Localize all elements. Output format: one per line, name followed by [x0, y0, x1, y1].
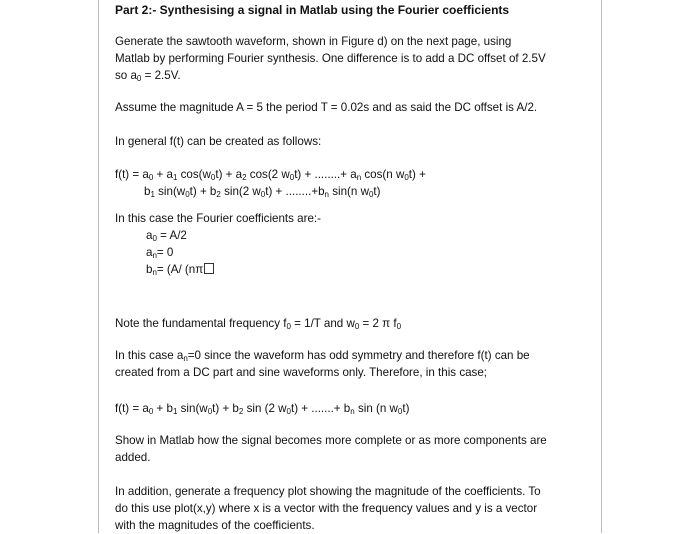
eq1-sub: 0 [148, 173, 154, 182]
frequency-plot-paragraph [115, 483, 593, 534]
coef-sub: 0 [152, 234, 157, 243]
coef-sub: n [152, 251, 157, 260]
eq2-part: t) + b [189, 185, 217, 198]
fund-part: = 2 π f [359, 317, 397, 330]
eq1-sub: 0 [210, 173, 216, 182]
freq-line-2: do this use plot(x,y) where x is a vector with the frequency values and y is a vector [115, 502, 538, 515]
eq3-sub: n [350, 407, 355, 416]
eq1-part: t) + ........+ a [294, 168, 357, 181]
odd-line-1 [115, 347, 593, 364]
eq2-sub: 0 [260, 190, 266, 199]
intro-line-3-sub: 0 [136, 74, 142, 83]
coef-sub: n [152, 268, 157, 277]
coef-part: = A/2 [156, 229, 187, 242]
eq3-sub: 1 [172, 407, 178, 416]
eq2-sub: 0 [368, 190, 374, 199]
eq3-sub: 0 [207, 407, 213, 416]
intro-line-2: Matlab by performing Fourier synthesis. One difference is to add a DC offset of 2.5V [115, 52, 546, 65]
equation-cos-line [115, 166, 593, 183]
intro-line-1: Generate the sawtooth waveform, shown in Figure d) on the next page, using [115, 35, 512, 48]
eq3-part: sin(w [177, 402, 208, 415]
eq1-sub: 0 [404, 173, 409, 182]
eq1-sub: 2 [242, 173, 247, 182]
coef-part: a [146, 246, 153, 259]
coef-part: = (A/ (nπ [156, 263, 204, 276]
intro-line-3-text-end: = 2.5V. [141, 69, 181, 82]
coef-part: a [146, 229, 153, 242]
eq3-part: t) [402, 402, 410, 415]
show-line-1: Show in Matlab how the signal becomes more complete or as more components are [115, 434, 547, 447]
coef-part: = 0 [156, 246, 174, 259]
eq3-sub: 0 [286, 407, 291, 416]
left-page-border [98, 0, 99, 533]
eq2-sub: 0 [185, 190, 190, 199]
intro-line-3 [115, 67, 593, 84]
eq2-sub: n [324, 190, 329, 199]
eq2-part: sin(2 w [220, 185, 261, 198]
eq1-sub: n [356, 173, 362, 182]
equation-sine-only [115, 400, 593, 417]
eq1-part: cos(w [177, 168, 211, 181]
eq3-part: t) + b [212, 402, 239, 415]
eq2-sub: 2 [216, 190, 221, 199]
eq2-part: sin(w [154, 185, 186, 198]
eq1-part: + a [153, 168, 173, 181]
intro-paragraph [115, 33, 593, 84]
eq3-part: + b [153, 402, 173, 415]
eq1-sub: 1 [172, 173, 178, 182]
coefficient-bn [146, 261, 214, 278]
coefficient-a0 [146, 227, 187, 244]
general-paragraph: In general f(t) can be created as follows: [115, 135, 322, 148]
fundamental-frequency-note [115, 315, 593, 332]
odd-symmetry-paragraph [115, 347, 593, 381]
missing-glyph-box-icon [204, 263, 214, 274]
eq2-part: sin(n w [329, 185, 369, 198]
eq1-part: cos(n w [361, 168, 405, 181]
equation-sin-line [144, 183, 381, 200]
odd-line-2: created from a DC part and sine waveforms only. Therefore, in this case; [115, 366, 488, 379]
show-matlab-paragraph [115, 432, 593, 466]
eq3-part: f(t) = a [115, 402, 149, 415]
eq3-sub: 2 [238, 407, 244, 416]
eq2-part: t) + ........+b [265, 185, 325, 198]
intro-line-3-text: so a [115, 69, 137, 82]
freq-line-1: In addition, generate a frequency plot showing the magnitude of the coefficients. To [115, 485, 541, 498]
eq1-part: f(t) = a [115, 168, 149, 181]
fund-part: Note the fundamental frequency f [115, 317, 287, 330]
eq3-part: t) + .......+ b [290, 402, 351, 415]
fund-part: = 1/T and w [290, 317, 355, 330]
fund-sub: 0 [396, 322, 402, 331]
assume-paragraph: Assume the magnitude A = 5 the period T = 0.02s and as said the DC offset is A/2. [115, 101, 538, 114]
show-line-2: added. [115, 451, 151, 464]
odd-part: =0 since the waveform has odd symmetry and therefore f(t) can be [187, 349, 530, 362]
eq3-part: sin (n w [354, 402, 398, 415]
coef-part: b [146, 263, 153, 276]
fund-sub: 0 [286, 322, 291, 331]
eq2-sub: 1 [150, 190, 155, 199]
eq2-part: b [144, 185, 151, 198]
odd-sub: n [183, 354, 188, 363]
eq3-sub: 0 [397, 407, 403, 416]
eq3-sub: 0 [148, 407, 154, 416]
coefficients-intro: In this case the Fourier coefficients are:- [115, 212, 321, 225]
section-title: Part 2:- Synthesising a signal in Matlab using the Fourier coefficients [115, 3, 510, 17]
odd-part: In this case a [115, 349, 184, 362]
coefficient-an [146, 244, 173, 261]
freq-line-3: with the magnitudes of the coefficients. [115, 519, 315, 532]
right-page-border [601, 0, 602, 533]
eq3-part: sin (2 w [243, 402, 287, 415]
eq2-part: t) [373, 185, 381, 198]
eq1-sub: 0 [289, 173, 295, 182]
eq1-part: t) + [408, 168, 426, 181]
eq1-part: t) + a [215, 168, 243, 181]
fund-sub: 0 [354, 322, 360, 331]
eq1-part: cos(2 w [246, 168, 290, 181]
